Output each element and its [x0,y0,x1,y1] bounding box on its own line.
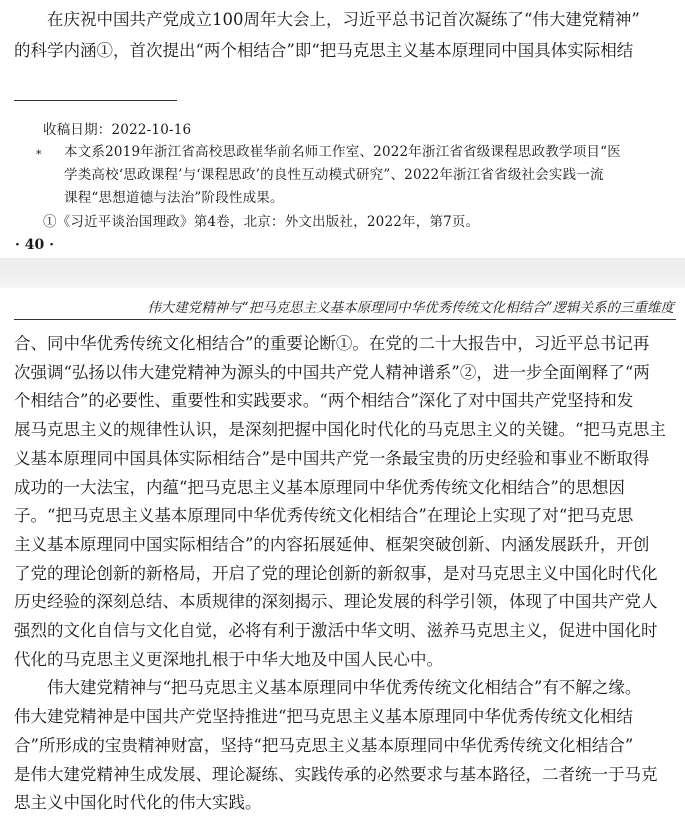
running-head: 伟大建党精神与“把马克思主义基本原理同中华优秀传统文化相结合”逻辑关系的三重维度 [147,300,674,316]
running-head-rule [14,319,676,320]
body-text-line: 个相结合”的必要性、重要性和实践要求。“两个相结合”深化了对中国共产党坚持和发 [14,391,634,411]
page-number: · 40 · [15,237,54,253]
footnote-rule [14,100,177,101]
body-text-line: 是伟大建党精神生成发展、理论凝练、实践传承的必然要求与基本路径，二者统一于马克 [14,764,658,784]
body-text-line: 主义基本原理同中国实际相结合”的内容拓展延伸、框架突破创新、内涵发展跃升，开创 [14,534,650,554]
body-text-line: 伟大建党精神是中国共产党坚持推进“把马克思主义基本原理同中华优秀传统文化相结 [14,707,633,727]
body-text-line: 伟大建党精神与“把马克思主义基本原理同中华优秀传统文化相结合”有不解之缘。 [14,678,642,698]
fund-note-line: 学类高校‘思政课程’与‘课程思政’的良性互动模式研究”、2022年浙江省省级社会实践一流 [64,167,604,183]
received-date: 收稿日期：2022-10-16 [43,122,192,138]
body-text-line: 子。“把马克思主义基本原理同中华优秀传统文化相结合”在理论上实现了对“把马克思 [14,506,634,526]
body-text-line: 的科学内涵①，首次提出“两个相结合”即“把马克思主义基本原理同中国具体实际相结 [14,41,634,60]
body-text-line: 合、同中华优秀传统文化相结合”的重要论断①。在党的二十大报告中，习近平总书记再 [14,334,650,353]
body-text-line: 次强调“弘扬以伟大建党精神为源头的中国共产党人精神谱系”②，进一步全面阐释了“两 [14,362,650,382]
body-text-line: 代化的马克思主义更深地扎根于中华大地及中国人民心中。 [14,649,443,669]
body-text-line: 了党的理论创新的新格局，开启了党的理论创新的新叙事，是对马克思主义中国化时代化 [14,563,658,583]
fund-note-line: 课程“思想道德与法治”阶段性成果。 [64,190,284,206]
page-gap [0,258,685,288]
body-text-line: 思主义中国化时代化的伟大实践。 [14,793,262,813]
body-text-line: 强烈的文化自信与文化自觉，必将有利于激活中华文明、滋养马克思主义，促进中国化时 [14,621,658,640]
fund-marker: * [36,148,42,161]
footnote-1: ①《习近平谈治国理政》第4卷，北京：外文出版社，2022年，第7页。 [43,214,480,230]
body-text-line: 义基本原理同中国具体实际相结合”是中国共产党一条最宝贵的历史经验和事业不断取得 [14,448,650,468]
body-text-line: 成功的一大法宝，内蕴“把马克思主义基本原理同中华优秀传统文化相结合”的思想因 [14,477,625,497]
body-text-line: 合”所形成的宝贵精神财富，坚持“把马克思主义基本原理同中华优秀传统文化相结合” [14,735,634,755]
body-text-line: 展马克思主义的规律性认识，是深刻把握中国化时代化的马克思主义的关键。“把马克思主 [14,420,666,440]
body-text-line: 历史经验的深刻总结、本质规律的深刻揭示、理论发展的科学引领，体现了中国共产党人 [14,592,658,612]
body-text-line: 在庆祝中国共产党成立100周年大会上，习近平总书记首次凝练了“伟大建党精神” [14,10,640,29]
fund-note-line: 本文系2019年浙江省高校思政崔华前名师工作室、2022年浙江省省级课程思政教学项目“医 [64,144,621,160]
